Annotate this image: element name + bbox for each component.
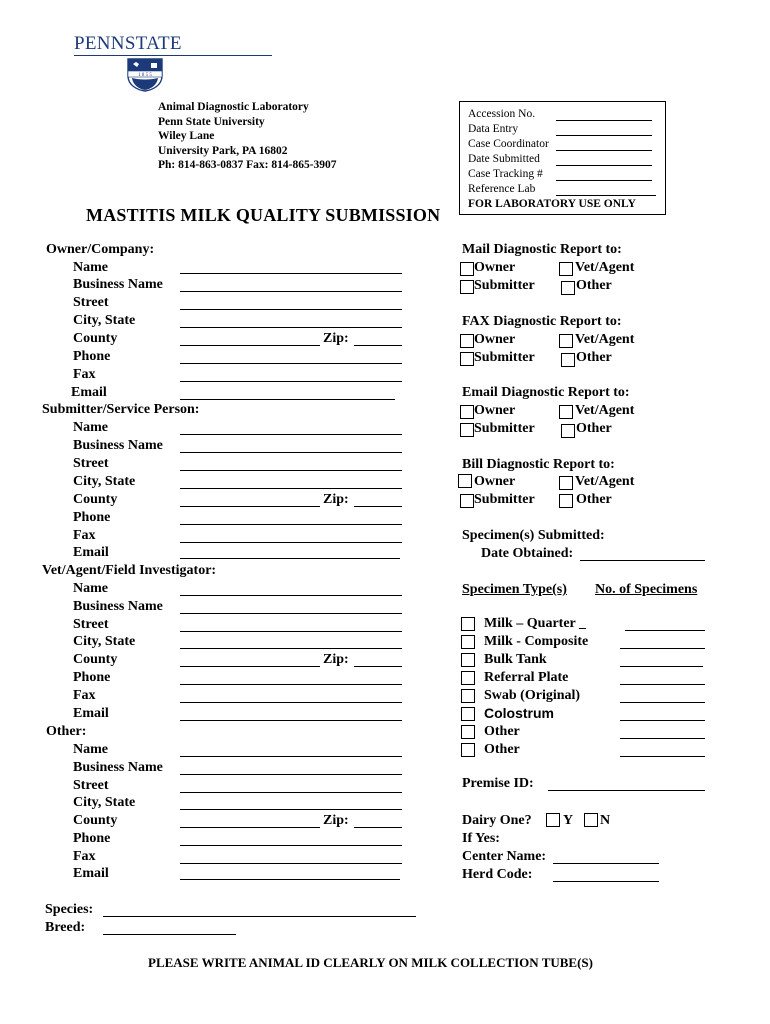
referral-plate-checkbox[interactable] [461, 671, 475, 685]
submitter-name-label: Name [73, 420, 108, 435]
lab-line: University Park, PA 16802 [158, 144, 288, 157]
species-line[interactable] [103, 916, 416, 917]
email-submitter-checkbox[interactable] [460, 423, 474, 437]
dairy-one-yes-label: Y [563, 813, 574, 828]
other-street-label: Street [73, 778, 109, 793]
data-entry-label: Data Entry [468, 123, 519, 135]
owner-street-label: Street [73, 295, 109, 310]
breed-label: Breed: [45, 920, 86, 935]
vet-fax-label: Fax [73, 688, 96, 703]
other-business-line[interactable] [180, 774, 402, 775]
owner-street-line[interactable] [180, 309, 402, 310]
email-owner-label: Owner [474, 403, 516, 418]
owner-fax-line[interactable] [180, 381, 402, 382]
vet-name-label: Name [73, 581, 108, 596]
vet-phone-line[interactable] [180, 684, 402, 685]
form-title: MASTITIS MILK QUALITY SUBMISSION [86, 205, 441, 225]
mail-submitter-checkbox[interactable] [460, 280, 474, 294]
vet-business-line[interactable] [180, 613, 402, 614]
fax-submitter-checkbox[interactable] [460, 352, 474, 366]
dairy-one-yes-checkbox[interactable] [546, 813, 560, 827]
other-name-label: Name [73, 742, 108, 757]
bulk-tank-checkbox[interactable] [461, 653, 475, 667]
owner-phone-label: Phone [73, 349, 111, 364]
email-other-label: Other [576, 421, 612, 436]
accession-line[interactable] [556, 120, 652, 121]
email-vet-checkbox[interactable] [559, 405, 573, 419]
dairy-one-label: Dairy One? [462, 813, 532, 828]
vet-fax-line[interactable] [180, 702, 402, 703]
vet-county-line[interactable] [180, 666, 320, 667]
bill-vet-checkbox[interactable] [559, 476, 573, 490]
other-zip-line[interactable] [354, 827, 402, 828]
submitter-heading: Submitter/Service Person: [42, 402, 200, 417]
case-tracking-line[interactable] [556, 180, 652, 181]
email-other-checkbox[interactable] [561, 424, 575, 438]
milk-composite-count-line[interactable] [620, 648, 705, 649]
reference-lab-label: Reference Lab [468, 183, 536, 195]
submitter-fax-line[interactable] [180, 542, 402, 543]
submitter-city-label: City, State [73, 474, 136, 489]
other-county-label: County [73, 813, 118, 828]
owner-city-line[interactable] [180, 327, 402, 328]
submitter-email-line[interactable] [180, 558, 400, 559]
vet-heading: Vet/Agent/Field Investigator: [42, 563, 217, 578]
other-heading: Other: [46, 724, 87, 739]
owner-county-label: County [73, 331, 118, 346]
owner-city-label: City, State [73, 313, 136, 328]
bill-report-heading: Bill Diagnostic Report to: [462, 457, 615, 472]
other-email-line[interactable] [180, 879, 400, 880]
date-obtained-line[interactable] [580, 560, 705, 561]
vet-business-label: Business Name [73, 599, 163, 614]
other-specimen-count-line-2[interactable] [620, 756, 705, 757]
lab-use-only-label: FOR LABORATORY USE ONLY [468, 198, 636, 210]
owner-zip-line[interactable] [354, 345, 402, 346]
bill-submitter-checkbox[interactable] [460, 494, 474, 508]
swab-checkbox[interactable] [461, 689, 475, 703]
fax-submitter-label: Submitter [474, 350, 535, 365]
other-specimen-label-2: Other [484, 742, 520, 757]
premise-id-label: Premise ID: [462, 776, 534, 791]
owner-name-line[interactable] [180, 273, 402, 274]
case-tracking-label: Case Tracking # [468, 168, 543, 180]
submitter-city-line[interactable] [180, 488, 402, 489]
milk-composite-label: Milk - Composite [484, 634, 589, 649]
submitter-zip-line[interactable] [354, 506, 402, 507]
reference-lab-line[interactable] [556, 195, 656, 196]
mail-owner-checkbox[interactable] [460, 262, 474, 276]
milk-quarter-count-line[interactable] [625, 630, 705, 631]
submitter-business-label: Business Name [73, 438, 163, 453]
mail-submitter-label: Submitter [474, 278, 535, 293]
date-submitted-line[interactable] [556, 165, 652, 166]
swab-label: Swab (Original) [484, 688, 581, 703]
data-entry-line[interactable] [556, 135, 652, 136]
other-fax-label: Fax [73, 849, 96, 864]
dairy-one-no-label: N [600, 813, 611, 828]
center-name-label: Center Name: [462, 849, 547, 864]
vet-phone-label: Phone [73, 670, 111, 685]
submitter-business-line[interactable] [180, 452, 402, 453]
vet-street-line[interactable] [180, 631, 402, 632]
dairy-one-no-checkbox[interactable] [584, 813, 598, 827]
bill-vet-label: Vet/Agent [575, 474, 635, 489]
herd-code-label: Herd Code: [462, 867, 533, 882]
accession-label: Accession No. [468, 108, 536, 120]
owner-email-label: Email [71, 385, 107, 400]
breed-line[interactable] [103, 934, 236, 935]
other-specimen-count-line-1[interactable] [620, 738, 705, 739]
submitter-name-line[interactable] [180, 434, 402, 435]
bill-other-label: Other [576, 492, 612, 507]
mail-report-heading: Mail Diagnostic Report to: [462, 242, 622, 257]
email-vet-label: Vet/Agent [575, 403, 635, 418]
date-submitted-label: Date Submitted [468, 153, 540, 165]
fax-vet-label: Vet/Agent [575, 332, 635, 347]
case-coordinator-line[interactable] [556, 150, 652, 151]
other-city-label: City, State [73, 795, 136, 810]
owner-zip-label: Zip: [323, 331, 349, 346]
pennstate-logo: PENNSTATE [74, 33, 182, 54]
submitter-street-line[interactable] [180, 470, 402, 471]
swab-count-line[interactable] [620, 702, 705, 703]
other-phone-label: Phone [73, 831, 111, 846]
owner-name-label: Name [73, 260, 108, 275]
owner-email-line[interactable] [180, 399, 395, 400]
vet-name-line[interactable] [180, 595, 402, 596]
case-coordinator-label: Case Coordinator [468, 138, 549, 150]
species-label: Species: [45, 902, 94, 917]
shield-year: 1 8 5 5 [138, 73, 152, 78]
mail-owner-label: Owner [474, 260, 516, 275]
vet-street-label: Street [73, 617, 109, 632]
lab-line: Penn State University [158, 115, 265, 128]
mail-vet-label: Vet/Agent [575, 260, 635, 275]
bulk-tank-label: Bulk Tank [484, 652, 547, 667]
other-county-line[interactable] [180, 827, 320, 828]
other-city-line[interactable] [180, 809, 402, 810]
owner-heading: Owner/Company: [46, 242, 155, 257]
submitter-phone-line[interactable] [180, 524, 402, 525]
vet-email-line[interactable] [180, 720, 402, 721]
fax-other-checkbox[interactable] [561, 353, 575, 367]
vet-city-line[interactable] [180, 648, 402, 649]
specimens-submitted-label: Specimen(s) Submitted: [462, 528, 605, 543]
other-name-line[interactable] [180, 756, 402, 757]
vet-email-label: Email [73, 706, 109, 721]
email-report-heading: Email Diagnostic Report to: [462, 385, 630, 400]
if-yes-label: If Yes: [462, 831, 500, 846]
email-submitter-label: Submitter [474, 421, 535, 436]
fax-owner-label: Owner [474, 332, 516, 347]
submitter-county-line[interactable] [180, 506, 320, 507]
milk-composite-checkbox[interactable] [461, 635, 475, 649]
fax-report-heading: FAX Diagnostic Report to: [462, 314, 622, 329]
other-street-line[interactable] [180, 792, 402, 793]
mail-other-checkbox[interactable] [561, 281, 575, 295]
owner-fax-label: Fax [73, 367, 96, 382]
other-specimen-checkbox-1[interactable] [461, 725, 475, 739]
colostrum-count-line[interactable] [620, 720, 705, 721]
submitter-street-label: Street [73, 456, 109, 471]
vet-zip-line[interactable] [354, 666, 402, 667]
referral-plate-label: Referral Plate [484, 670, 569, 685]
submitter-fax-label: Fax [73, 528, 96, 543]
other-email-label: Email [73, 866, 109, 881]
specimen-count-header: No. of Specimens [595, 582, 698, 597]
bill-submitter-label: Submitter [474, 492, 535, 507]
herd-code-line[interactable] [553, 881, 659, 882]
owner-business-label: Business Name [73, 277, 163, 292]
premise-id-line[interactable] [548, 790, 705, 791]
logo-rule [74, 55, 272, 56]
fax-vet-checkbox[interactable] [559, 334, 573, 348]
bulk-tank-count-line[interactable] [620, 666, 703, 667]
lab-line: Ph: 814-863-0837 Fax: 814-865-3907 [158, 159, 337, 171]
bill-owner-checkbox[interactable] [458, 474, 472, 488]
other-specimen-label-1: Other [484, 724, 520, 739]
submitter-county-label: County [73, 492, 118, 507]
other-business-label: Business Name [73, 760, 163, 775]
referral-plate-count-line[interactable] [620, 684, 705, 685]
lab-line: Animal Diagnostic Laboratory [158, 101, 309, 113]
milk-quarter-checkbox[interactable] [461, 617, 475, 631]
submitter-phone-label: Phone [73, 510, 111, 525]
lab-line: Wiley Lane [158, 130, 215, 142]
footer-note: PLEASE WRITE ANIMAL ID CLEARLY ON MILK COLLECTION TUBE(S) [148, 955, 593, 970]
bill-owner-label: Owner [474, 474, 516, 489]
owner-county-line[interactable] [180, 345, 320, 346]
mail-other-label: Other [576, 278, 612, 293]
colostrum-checkbox[interactable] [461, 707, 475, 721]
submitter-email-label: Email [73, 545, 109, 560]
center-name-line[interactable] [553, 863, 659, 864]
email-owner-checkbox[interactable] [460, 405, 474, 419]
owner-phone-line[interactable] [180, 363, 402, 364]
mail-vet-checkbox[interactable] [559, 262, 573, 276]
pennstate-shield-icon [127, 58, 163, 92]
lab-use-box [459, 101, 666, 215]
fax-other-label: Other [576, 350, 612, 365]
other-zip-label: Zip: [323, 813, 349, 828]
submitter-zip-label: Zip: [323, 492, 349, 507]
colostrum-label: Colostrum [484, 705, 554, 721]
other-specimen-checkbox-2[interactable] [461, 743, 475, 757]
other-phone-line[interactable] [180, 845, 402, 846]
milk-quarter-label: Milk – Quarter _ [484, 616, 587, 631]
owner-business-line[interactable] [180, 291, 402, 292]
fax-owner-checkbox[interactable] [460, 334, 474, 348]
other-fax-line[interactable] [180, 863, 402, 864]
vet-city-label: City, State [73, 634, 136, 649]
vet-county-label: County [73, 652, 118, 667]
date-obtained-label: Date Obtained: [481, 546, 574, 561]
specimen-type-header: Specimen Type(s) [462, 582, 567, 597]
lab-address [158, 100, 337, 173]
vet-zip-label: Zip: [323, 652, 349, 667]
bill-other-checkbox[interactable] [559, 494, 573, 508]
